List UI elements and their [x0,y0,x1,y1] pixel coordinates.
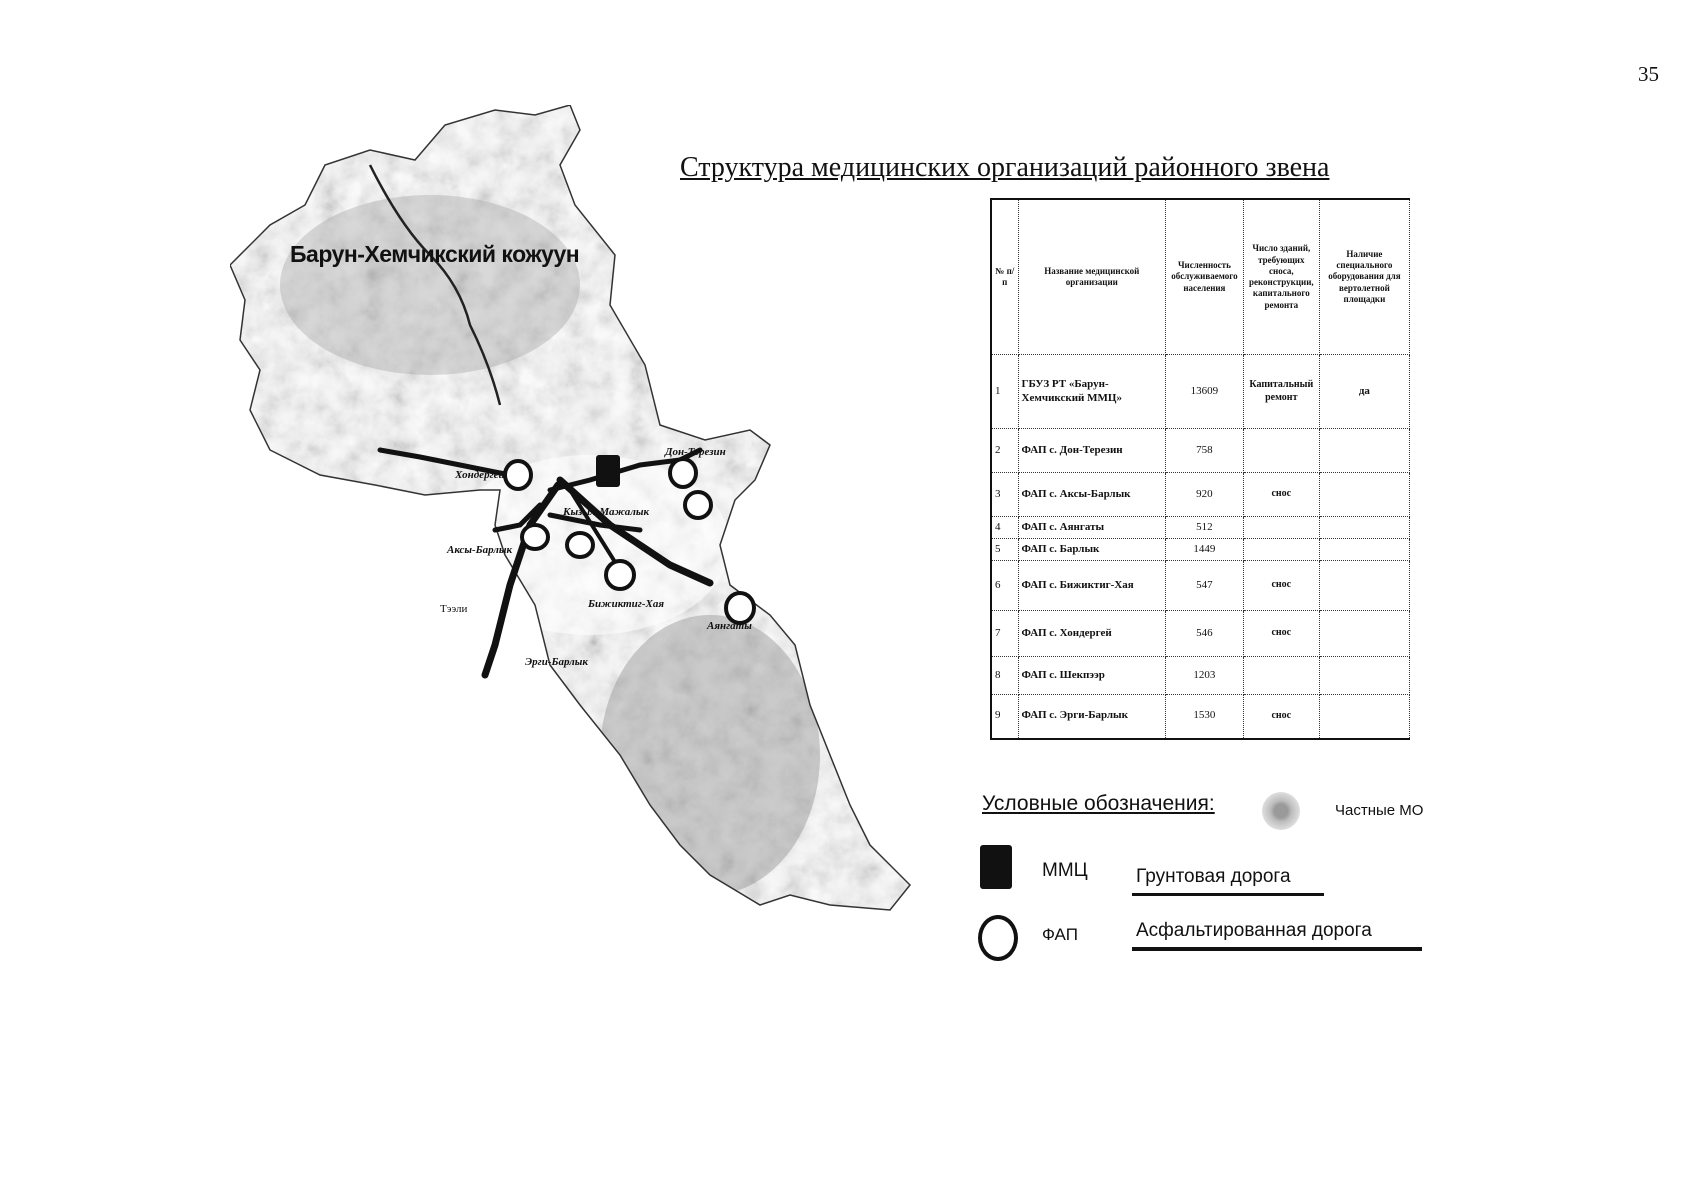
row-repair: снос [1243,611,1319,657]
row-name: ГБУЗ РТ «Барун-Хемчикский ММЦ» [1018,355,1165,429]
table-row [991,517,1410,539]
place-label: Хондергей [455,469,505,481]
district-map [230,105,950,995]
table-row [991,561,1410,611]
place-label: Кызыл-Мажалык [563,506,650,518]
row-name: ФАП с. Бижиктиг-Хая [1018,561,1165,611]
dirt-road-legend-line [1132,893,1324,896]
row-repair: снос [1243,473,1319,517]
row-population: 547 [1165,561,1243,611]
row-num: 8 [991,657,1018,695]
legend-fap-label: ФАП [1042,925,1078,944]
row-name: ФАП с. Аянгаты [1018,517,1165,539]
row-repair [1243,429,1319,473]
row-repair [1243,517,1319,539]
row-population: 920 [1165,473,1243,517]
row-num: 2 [991,429,1018,473]
row-repair [1243,657,1319,695]
mmc-legend-icon [980,845,1012,889]
row-name: ФАП с. Хондергей [1018,611,1165,657]
header-name: Название медицинской организации [1018,199,1165,355]
legend-title: Условные обозначения: [982,792,1215,815]
row-num: 3 [991,473,1018,517]
map-svg [230,105,950,995]
header-num: № п/п [991,199,1018,355]
place-label: Тээли [440,603,468,615]
fap-marker-hondergey [505,461,531,489]
fap-marker-barlyk [567,533,593,557]
table-row [991,611,1410,657]
row-name: ФАП с. Барлык [1018,539,1165,561]
organizations-table [990,198,1410,740]
row-num: 4 [991,517,1018,539]
legend-mmc-label: ММЦ [1042,860,1088,881]
row-population: 1530 [1165,695,1243,739]
fap-marker-don-terezin [670,459,696,487]
row-equipment [1319,473,1409,517]
structure-title: Структура медицинских организаций районного звена [680,152,1330,183]
table-row [991,539,1410,561]
fap-marker-kyzyl-mazhalyk [685,492,711,518]
row-equipment [1319,695,1409,739]
row-num: 6 [991,561,1018,611]
mmc-marker [596,455,620,487]
private-mo-icon [1262,792,1300,830]
row-name: ФАП с. Эрги-Барлык [1018,695,1165,739]
table-header-row [991,199,1410,355]
row-population: 758 [1165,429,1243,473]
place-label: Дон-Терезин [665,446,726,458]
row-equipment [1319,517,1409,539]
row-population: 13609 [1165,355,1243,429]
legend-dirt-road-label: Грунтовая дорога [1136,866,1291,887]
row-population: 546 [1165,611,1243,657]
fap-legend-icon [978,915,1018,961]
row-equipment [1319,429,1409,473]
row-equipment [1319,657,1409,695]
table-row [991,355,1410,429]
row-equipment [1319,611,1409,657]
legend-asphalt-road-label: Асфальтированная дорога [1136,920,1372,941]
row-population: 1203 [1165,657,1243,695]
row-equipment: да [1319,355,1409,429]
header-repair: Число зданий, требующих сноса, реконструкции, капитального ремонта [1243,199,1319,355]
row-num: 7 [991,611,1018,657]
row-num: 5 [991,539,1018,561]
place-label: Аксы-Барлык [447,544,513,556]
row-name: ФАП с. Аксы-Барлык [1018,473,1165,517]
row-repair: Капитальный ремонт [1243,355,1319,429]
row-repair: снос [1243,695,1319,739]
row-num: 1 [991,355,1018,429]
fap-marker-bizhiktig-haya [606,561,634,589]
row-equipment [1319,561,1409,611]
place-label: Эрги-Барлык [525,656,588,668]
table-row [991,657,1410,695]
fap-marker-ayangaty [726,593,754,623]
row-name: ФАП с. Шекпээр [1018,657,1165,695]
place-label: Аянгаты [707,620,752,632]
legend-private-label: Частные МО [1335,802,1424,819]
row-repair: снос [1243,561,1319,611]
table-row [991,695,1410,739]
page-number: 35 [1638,62,1659,86]
table-row [991,473,1410,517]
place-label: Бижиктиг-Хая [588,598,665,610]
fap-marker-aksy-barlyk [522,525,548,549]
row-population: 512 [1165,517,1243,539]
row-name: ФАП с. Дон-Терезин [1018,429,1165,473]
row-repair [1243,539,1319,561]
asphalt-road-legend-line [1132,947,1422,951]
row-num: 9 [991,695,1018,739]
header-equipment: Наличие специального оборудования для вертолетной площадки [1319,199,1409,355]
row-population: 1449 [1165,539,1243,561]
district-label: Барун-Хемчикский кожуун [290,241,580,267]
table-row [991,429,1410,473]
header-population: Численность обслуживаемого населения [1165,199,1243,355]
row-equipment [1319,539,1409,561]
